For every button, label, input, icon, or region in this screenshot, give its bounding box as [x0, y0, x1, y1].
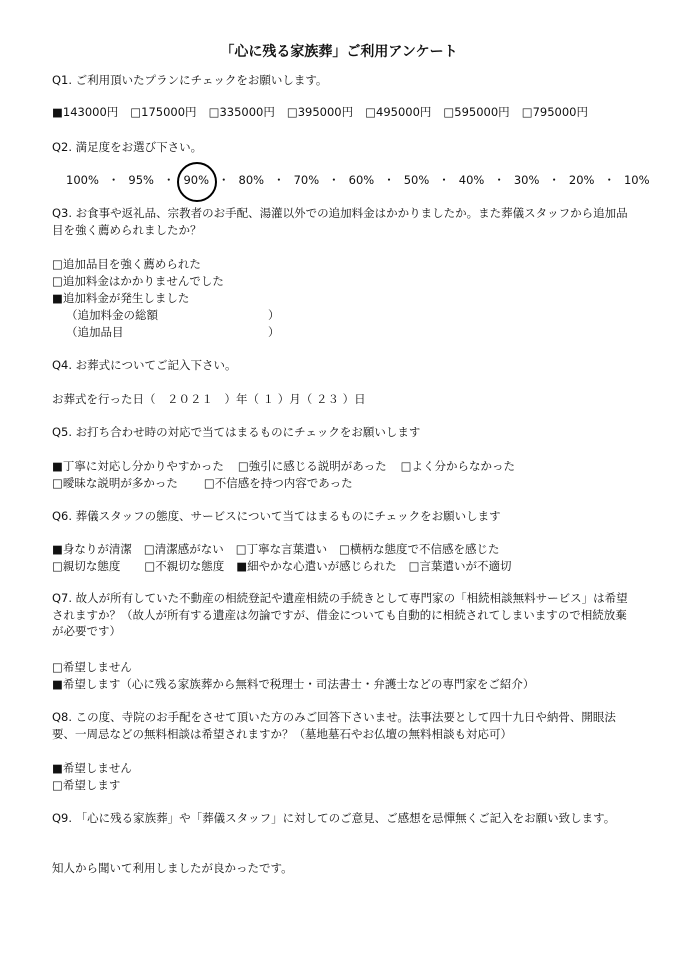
q1-question: Q1. ご利用頂いたプランにチェックをお願いします。: [52, 73, 328, 87]
checkbox-icon: □: [339, 542, 350, 556]
q5-option[interactable]: □ よく分からなかった: [400, 459, 516, 473]
satisfaction-option[interactable]: 30%: [513, 173, 540, 187]
satisfaction-option[interactable]: 10%: [623, 173, 650, 187]
q3-option[interactable]: ■追加料金が発生しました: [52, 291, 190, 305]
q6-option[interactable]: ■ 身なりが清潔: [52, 542, 132, 556]
checkbox-icon: □: [143, 542, 155, 556]
q8-option[interactable]: □希望します: [52, 778, 121, 792]
checkbox-icon: □: [208, 105, 220, 119]
checkbox-checked-icon: ■: [52, 542, 63, 556]
q6-option[interactable]: □ 清潔感がない: [143, 542, 224, 556]
q9-answer: 知人から聞いて利用しましたが良かったです。: [52, 861, 293, 875]
q1-option[interactable]: □ 395000円: [286, 105, 354, 119]
checkbox-icon: □: [521, 105, 533, 119]
q4-funeral-date: お葬式を行った日（ ２０２１ ）年（ １ ）月（ ２３ ）日: [52, 392, 366, 406]
checkbox-icon: □: [235, 542, 247, 556]
checkbox-icon: □: [408, 559, 420, 573]
satisfaction-option[interactable]: 100%: [66, 173, 99, 187]
checkbox-icon: □: [365, 105, 376, 119]
checkbox-checked-icon: ■: [52, 291, 63, 305]
satisfaction-option[interactable]: 70%: [293, 173, 320, 187]
checkbox-icon: □: [52, 274, 63, 288]
checkbox-icon: □: [203, 476, 215, 490]
satisfaction-option[interactable]: 60%: [348, 173, 375, 187]
q1-options: [52, 104, 588, 121]
q6-row1: [52, 541, 500, 558]
checkbox-icon: □: [237, 459, 249, 473]
q5-option[interactable]: □ 曖昧な説明が多かった: [52, 476, 178, 490]
checkbox-icon: □: [400, 459, 412, 473]
checkbox-icon: □: [52, 660, 63, 674]
satisfaction-option[interactable]: 20%: [568, 173, 595, 187]
q5-row2: [52, 475, 353, 492]
q6-option[interactable]: □ 不親切な態度: [144, 559, 225, 573]
q6-option[interactable]: □ 親切な態度: [52, 559, 121, 573]
checkbox-checked-icon: ■: [236, 559, 248, 573]
q6-row2: [52, 558, 512, 575]
q1-option[interactable]: □ 495000円: [365, 105, 432, 119]
q8-question: Q8. この度、寺院のお手配をさせて頂いた方のみご回答下さいませ。法事法要として四十九日や納骨、開眼法要、一周忌などの無料相談は希望されますか？（墓地墓石やお仏壇の無料相談も対応可）: [52, 710, 616, 741]
checkbox-icon: □: [52, 559, 63, 573]
q7-option[interactable]: □希望しません: [52, 660, 132, 674]
q5-option[interactable]: ■ 丁寧に対応し分かりやすかった: [52, 459, 224, 473]
q5-row1: [52, 458, 515, 475]
satisfaction-option[interactable]: 95%: [128, 173, 154, 187]
checkbox-checked-icon: ■: [52, 761, 63, 775]
q3-question: Q3. お食事や返礼品、宗教者のお手配、湯灌以外での追加料金はかかりましたか。また葬儀スタッフから追加品目を強く薦められましたか？: [52, 206, 628, 237]
q2-question: Q2. 満足度をお選び下さい。: [52, 140, 203, 154]
q5-option[interactable]: □ 不信感を持つ内容であった: [203, 476, 353, 490]
q7-option[interactable]: ■希望します（心に残る家族葬から無料で税理士・司法書士・弁護士などの専門家をご紹介）: [52, 677, 535, 691]
checkbox-icon: □: [52, 257, 63, 271]
satisfaction-option[interactable]: 80%: [238, 173, 265, 187]
checkbox-checked-icon: ■: [52, 105, 63, 119]
q3-option[interactable]: □追加料金はかかりませんでした: [52, 274, 224, 288]
q4-question: Q4. お葬式についてご記入下さい。: [52, 358, 237, 372]
checkbox-icon: □: [286, 105, 298, 119]
checkbox-icon: □: [130, 105, 142, 119]
checkbox-icon: □: [443, 105, 455, 119]
q1-option[interactable]: □ 175000円: [130, 105, 197, 119]
q1-option[interactable]: □ 595000円: [443, 105, 510, 119]
q3-extra-fee-total-close: ）: [268, 308, 280, 322]
q1-option[interactable]: □ 335000円: [208, 105, 275, 119]
checkbox-checked-icon: ■: [52, 459, 63, 473]
q6-option[interactable]: □ 丁寧な言葉遣い: [235, 542, 328, 556]
checkbox-icon: □: [52, 778, 63, 792]
satisfaction-option-selected[interactable]: 90%: [183, 173, 210, 187]
checkbox-checked-icon: ■: [52, 677, 63, 691]
q9-question: Q9. 「心に残る家族葬」や「葬儀スタッフ」に対してのご意見、ご感想を忌憚無くご記入をお願い致します。: [52, 811, 616, 825]
q5-question: Q5. お打ち合わせ時の対応で当てはまるものにチェックをお願いします: [52, 425, 421, 439]
page-title: 「心に残る家族葬」ご利用アンケート: [220, 44, 458, 60]
q1-option[interactable]: □ 795000円: [521, 105, 588, 119]
q6-option[interactable]: □ 横柄な態度で不信感を感じた: [339, 542, 500, 556]
q3-option[interactable]: □追加品目を強く薦められた: [52, 257, 201, 271]
q6-option[interactable]: ■ 細やかな心遣いが感じられた: [236, 559, 397, 573]
satisfaction-option[interactable]: 50%: [403, 173, 430, 187]
q3-extra-items: （追加品目: [66, 325, 124, 339]
satisfaction-option[interactable]: 40%: [458, 173, 485, 187]
q2-satisfaction-scale: 100% ・ 95% ・ 90% ・ 80% ・ 70% ・ 60% ・ 50% ・ 40% ・ 30% ・ 20% ・ 10%: [66, 173, 650, 187]
q6-option[interactable]: □ 言葉遣いが不適切: [408, 559, 512, 573]
q6-question: Q6. 葬儀スタッフの態度、サービスについて当てはまるものにチェックをお願いします: [52, 509, 501, 523]
checkbox-icon: □: [144, 559, 156, 573]
q5-option[interactable]: □ 強引に感じる説明があった: [237, 459, 387, 473]
checkbox-icon: □: [52, 476, 63, 490]
q7-question: Q7. 故人が所有していた不動産の相続登記や遺産相続の手続きとして専門家の「相続相談無料サービス」は希望されますか？（故人が所有する遺産は勿論ですが、借金についても自動的に相続されてしまいますので相続放棄が必要です）: [52, 591, 628, 639]
q3-extra-fee-total: （追加料金の総額: [66, 308, 158, 322]
q8-option[interactable]: ■希望しません: [52, 761, 132, 775]
q3-extra-items-close: ）: [268, 325, 280, 339]
q1-option[interactable]: ■ 143000円: [52, 105, 119, 119]
